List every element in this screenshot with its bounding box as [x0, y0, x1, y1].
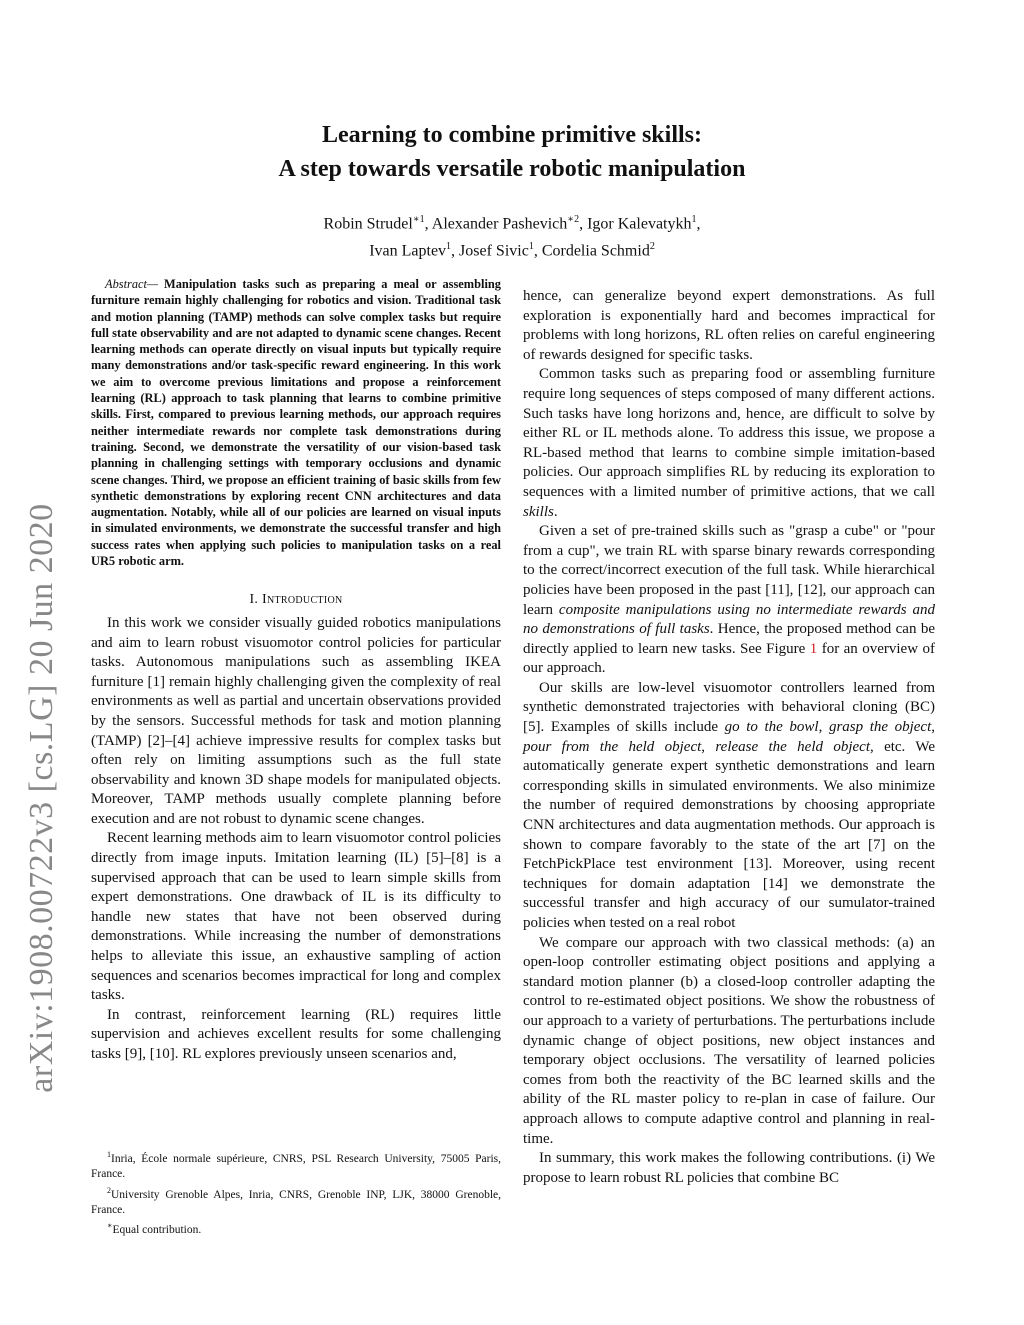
abstract-text: Manipulation tasks such as preparing a meal or assembling furniture remain highly challenging for robotics and vision. Traditional task and motion planning (TAMP) methods can solve complex tasks but require full state observability and are not adapted to dynamic scene changes. Recent learning methods can operate directly on visual inputs but typically require many demonstrations and/or task-specific reward engineering. In this work we aim to overcome previous limitations and propose a reinforcement learning (RL) approach to task planning that learns to combine primitive skills. First, compared to previous learning methods, our approach requires neither intermediate rewards nor complete task demonstrations during training. Second, we demonstrate the versatility of our vision-based task planning in challenging settings with temporary occlusions and dynamic scene changes. Third, we propose an efficient training of basic skills from few synthetic demonstrations by exploring recent CNN architectures and data augmentation. Notably, while all of our policies are learned on visual inputs in simulated environments, we demonstrate the successful transfer and high success rates when applying such policies to manipulation tasks on a real UR5 robotic arm. [91, 277, 501, 569]
body-paragraph [523, 365, 935, 522]
paragraph-text: , [818, 719, 829, 736]
right-column [523, 287, 935, 1188]
title-line-2: A step towards versatile robotic manipulation [278, 156, 746, 182]
paragraph-text: Common tasks such as preparing food or assembling furniture require long sequences of steps composed of many different actions. Such tasks have long horizons and, hence, are difficult to solve by either RL or IL methods alone. To address this issue, we propose a RL-based method that learns to combine simple imitation-based policies. Our approach simplifies RL by reducing its exploration to sequences with a limited number of primitive actions, that we call [523, 366, 935, 500]
arxiv-sidebar-stamp: arXiv:1908.00722v3 [cs.LG] 20 Jun 2020 [23, 503, 60, 1093]
footnote-mark: 2 [107, 1185, 111, 1195]
emphasis-text: pour from the held object [523, 738, 702, 755]
section-title: Introduction [262, 592, 343, 608]
paragraph-text: Given a set of pre-trained skills such as "grasp a cube" or "pour from a cup", we train RL with sparse binary rewards corresponding to the correct/incorrect execution of the full task. While hierarchical policies have been proposed in the past [11], [12], our approach can learn [523, 523, 935, 618]
footnote-text: University Grenoble Alpes, Inria, CNRS, Grenoble INP, LJK, 38000 Grenoble, France. [91, 1188, 501, 1216]
author-name: Robin Strudel [323, 215, 413, 233]
author-list [140, 208, 884, 263]
author-line-1 [140, 208, 884, 235]
author-name: , Igor Kalevatykh [579, 215, 692, 233]
footnote-mark: ∗ [107, 1221, 113, 1231]
emphasis-text: go to the bowl [724, 719, 819, 736]
body-paragraph [523, 679, 935, 934]
intro-paragraph: Recent learning methods aim to learn visuomotor control policies directly from image inputs. Imitation learning (IL) [5]–[8] is a supervised approach that can be used to learn simple skills from expert demonstrations. One drawback of IL is its difficulty to handle new states that have not been observed during demonstrations. While increasing the number of demonstrations helps to alleviate this issue, an exhaustive sampling of action sequences and scenarios becomes impractical for long and complex tasks. [91, 830, 501, 1004]
author-separator: , [696, 215, 701, 233]
paper-title [140, 118, 884, 186]
author-affiliation-mark: ∗1 [412, 214, 425, 225]
footnote-affiliation-2 [91, 1183, 501, 1219]
body-paragraph [523, 522, 935, 679]
paragraph-text: , [701, 738, 716, 755]
author-affiliation-mark: ∗2 [567, 214, 580, 225]
paragraph-text: , etc. We automatically generate expert synthetic demonstrations and learn corresponding skills in simulated environments. We also minimize the number of required demonstrations by choosing appropriate CNN architectures and data augmentation methods. Our approach is shown to compare favorably to the state of the art [7] on the FetchPickPlace test environment [13]. Moreover, using recent techniques for domain adaptation [14] we demonstrate the successful transfer and high accuracy of our sumulator-trained policies when tested on a real robot [523, 738, 935, 931]
author-name: , Josef Sivic [451, 242, 529, 260]
emphasis-text: grasp the object [828, 719, 932, 736]
footnote-text: Inria, École normale supérieure, CNRS, PSL Research University, 75005 Paris, France. [91, 1152, 501, 1181]
intro-paragraph: In this work we consider visually guided robotics manipulations and aim to learn robust visuomotor control policies for particular tasks. Autonomous manipulations such as assembling IKEA furniture [1] remain highly challenging given the complexity of real environments as well as partial and uncertain observations provided by the sensors. Successful methods for task and motion planning (TAMP) [2]–[4] achieve impressive results for complex tasks but often rely on limiting assumptions such as the full state observability and known 3D shape models for manipulated objects. Moreover, TAMP methods usually complete planning before execution and are not robust to dynamic scene changes. [91, 614, 501, 827]
section-heading-introduction [91, 590, 501, 610]
left-column [91, 276, 501, 1065]
author-line-2 [140, 235, 884, 262]
paragraph-text: , [931, 719, 936, 736]
abstract [91, 276, 501, 569]
author-name: , Cordelia Schmid [533, 242, 650, 260]
emphasis-text: composite manipulations using no intermediate rewards and no demonstrations of full tasks [523, 601, 935, 638]
paragraph-text: . Hence, the proposed method can be directly applied to learn new tasks. See Figure [523, 621, 935, 657]
author-name: Ivan Laptev [369, 242, 447, 260]
body-paragraph: hence, can generalize beyond expert demonstrations. As full exploration is exponentially hard and becomes impractical for problems with long horizons, RL often relies on careful engineering of rewards designed for specific tasks. [523, 288, 935, 363]
emphasis-text: release the held object [715, 738, 870, 755]
title-line-1: Learning to combine primitive skills: [322, 122, 702, 148]
abstract-label: Abstract— [105, 277, 159, 291]
author-affiliation-mark: 1 [528, 241, 534, 253]
emphasis-text: skills [523, 503, 554, 520]
author-name: , Alexander Pashevich [424, 215, 568, 233]
author-affiliation-mark: 2 [649, 241, 655, 253]
body-paragraph: In summary, this work makes the following contributions. (i) We propose to learn robust RL policies that combine BC [523, 1150, 935, 1186]
body-paragraph: We compare our approach with two classical methods: (a) an open-loop controller estimating object positions and applying a standard motion planner (b) a closed-loop controller adapting the control to re-estimated object positions. We show the robustness of our approach to a variety of perturbations. The perturbations include dynamic change of object positions, new object instances and temporary object occlusions. The versatility of learned policies comes from both the reactivity of the BC learned skills and the ability of the RL master policy to re-plan in case of failure. Our approach allows to compute adaptive control and planning in real-time. [523, 934, 935, 1147]
paragraph-text: for an overview of our approach. [523, 640, 935, 677]
footnote-mark: 1 [107, 1150, 111, 1159]
paragraph-text: Our skills are low-level visuomotor controllers learned from synthetic demonstrated trajectories with behavioral cloning (BC) [5]. Examples of skills include [523, 679, 935, 736]
author-affiliation-mark: 1 [446, 241, 452, 253]
footnote-affiliation-1 [91, 1147, 501, 1183]
footnote-equal-contribution [91, 1218, 501, 1238]
footnote-text: Equal contribution. [112, 1224, 202, 1237]
footnotes [91, 1147, 501, 1239]
section-numeral: I. [249, 592, 263, 608]
paragraph-text: . [553, 503, 558, 520]
intro-paragraph: In contrast, reinforcement learning (RL) requires little supervision and achieves excellent results for some challenging tasks [9], [10]. RL explores previously unseen scenarios and, [91, 1006, 501, 1062]
figure-reference-link[interactable]: 1 [809, 640, 818, 657]
author-affiliation-mark: 1 [691, 214, 697, 225]
